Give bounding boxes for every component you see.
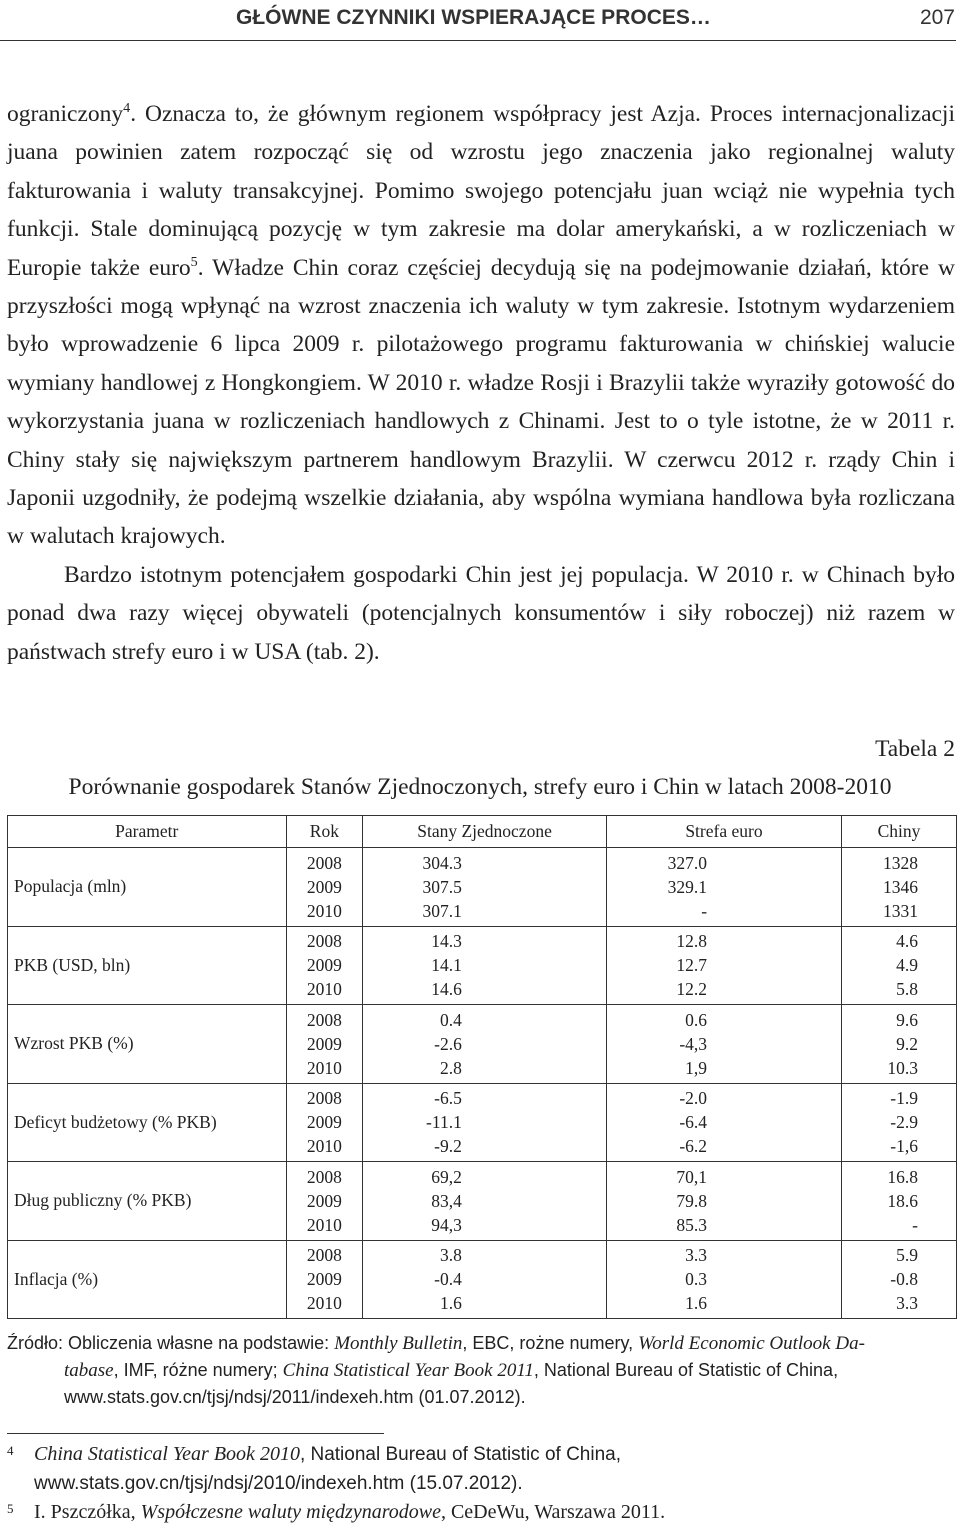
cell-value: 1331 [883, 900, 918, 921]
cell-value: 2010 [306, 900, 342, 921]
footnote-4-text: , National Bureau of Statistic of China, www.stats.gov.cn/tjsj/ndsj/2010/indexeh.htm (15.07.2012). [34, 1444, 621, 1494]
cell-value: 1.6 [685, 1293, 708, 1314]
cell-value: 4.9 [896, 955, 918, 976]
cell-value: -1,6 [890, 1136, 918, 1157]
footnote-5-author: I. Pszczółka, [34, 1501, 141, 1523]
cell-value: 10.3 [887, 1057, 918, 1078]
cell-value: -2.0 [679, 1088, 708, 1109]
footnote-5-text: , CeDeWu, Warszawa 2011. [440, 1501, 666, 1523]
cell-value: 3.3 [685, 1245, 708, 1266]
cell-value: -0.4 [434, 1269, 462, 1290]
cell-value: 4.6 [896, 931, 918, 952]
header-param: Parametr [8, 816, 287, 848]
cell-cn [842, 1083, 957, 1162]
cell-value: 18.6 [887, 1190, 918, 1211]
page-number: 207 [919, 6, 955, 29]
cell-value: 2.8 [439, 1057, 462, 1078]
cell-param: Deficyt budżetowy (% PKB) [8, 1083, 287, 1162]
source-text-4: , National Bureau of Statistic of China, [533, 1360, 839, 1380]
source-italic-1: Monthly Bulletin [334, 1333, 463, 1354]
cell-eu [606, 926, 841, 1005]
header-eu: Strefa euro [606, 816, 841, 848]
cell-us [363, 848, 607, 927]
cell-years [286, 1240, 363, 1319]
cell-value: 327.0 [667, 852, 708, 873]
cell-cn [842, 848, 957, 927]
cell-cn [842, 926, 957, 1005]
cell-value: 94,3 [431, 1214, 462, 1235]
cell-us [363, 1240, 607, 1319]
cell-value: 69,2 [431, 1166, 462, 1187]
cell-value: 2009 [306, 876, 342, 897]
cell-value: 2008 [306, 852, 342, 873]
cell-value: - [912, 1214, 918, 1235]
cell-years [286, 1162, 363, 1241]
table-row [8, 848, 957, 927]
cell-value: 70,1 [676, 1166, 708, 1187]
source-italic-3: China Statistical Year Book 2011 [282, 1360, 534, 1381]
cell-value: 0.6 [685, 1009, 708, 1030]
cell-param: Wzrost PKB (%) [8, 1005, 287, 1084]
cell-eu [606, 848, 841, 927]
cell-value: -2.9 [890, 1112, 918, 1133]
cell-value: -9.2 [434, 1136, 462, 1157]
cell-value: 2009 [306, 1190, 342, 1211]
cell-value: 3.3 [896, 1293, 918, 1314]
running-header-title: GŁÓWNE CZYNNIKI WSPIERAJĄCE PROCES… [236, 6, 711, 29]
cell-value: -4,3 [679, 1033, 708, 1054]
cell-value: 2010 [306, 1057, 342, 1078]
cell-years [286, 1005, 363, 1084]
cell-us [363, 926, 607, 1005]
cell-value: 329.1 [667, 876, 708, 897]
cell-cn [842, 1240, 957, 1319]
cell-value: 2008 [306, 931, 342, 952]
cell-value: 1,9 [685, 1057, 708, 1078]
cell-value: 2009 [306, 955, 342, 976]
cell-value: -2.6 [434, 1033, 462, 1054]
cell-param: Populacja (mln) [8, 848, 287, 927]
table-label: Tabela 2 [875, 736, 955, 762]
cell-value: 2008 [306, 1009, 342, 1030]
table-row [8, 1162, 957, 1241]
cell-us [363, 1162, 607, 1241]
cell-value: 3.8 [439, 1245, 462, 1266]
footnote-5-title: Współczesne waluty międzynarodowe [140, 1501, 441, 1523]
table-header-row [8, 816, 957, 848]
source-italic-2b: tabase [64, 1360, 114, 1381]
cell-value: 14.3 [431, 931, 462, 952]
cell-value: 12.8 [676, 931, 708, 952]
cell-value: 14.1 [431, 955, 462, 976]
cell-value: 307.5 [422, 876, 462, 897]
cell-value: - [701, 900, 708, 921]
table-caption: Porównanie gospodarek Stanów Zjednoczonych, strefy euro i Chin w latach 2008-2010 [68, 774, 892, 800]
paragraph-2: Bardzo istotnym potencjałem gospodarki Chin jest jej populacja. W 2010 r. w Chinach było ponad dwa razy więcej obywateli (potencjalnych konsumentów i siły roboczej) niż razem w państwach strefy euro i w USA (tab. 2). [7, 561, 955, 665]
running-header [0, 2, 955, 36]
footnote-rule [7, 1433, 384, 1434]
paragraph-1 [7, 95, 955, 556]
source-text-2: , EBC, rożne numery, [462, 1333, 639, 1353]
cell-value: 2010 [306, 979, 342, 1000]
cell-value: 1.6 [439, 1293, 462, 1314]
source-italic-2a: World Economic Outlook Da- [638, 1333, 865, 1354]
header-year: Rok [286, 816, 363, 848]
source-text-1: Źródło: Obliczenia własne na podstawie: [7, 1333, 335, 1353]
cell-value: 1328 [883, 852, 918, 873]
cell-years [286, 926, 363, 1005]
footnote-ref-5[interactable]: 5 [190, 253, 198, 270]
cell-value: 5.8 [896, 979, 918, 1000]
cell-eu [606, 1240, 841, 1319]
cell-value: 79.8 [676, 1190, 708, 1211]
footnote-4 [7, 1440, 955, 1498]
cell-value: 1346 [883, 876, 918, 897]
cell-value: 0.4 [439, 1009, 462, 1030]
cell-years [286, 848, 363, 927]
cell-value: -6.5 [434, 1088, 462, 1109]
footnote-5 [7, 1498, 955, 1526]
cell-value: -11.1 [426, 1112, 462, 1133]
cell-value: 2010 [306, 1214, 342, 1235]
paragraph-1-part-2: . Oznacza to, że głównym regionem współpracy jest Azja. Proces internacjonalizacji juana powinien zatem rozpocząć się od wzrostu jego znaczenia jako regionalnej waluty fakturowania i waluty transakcyjnej. Pomimo swojego potencjału juan wciąż nie wypełnia tych funkcji. Stale dominującą pozycję w tym zakresie ma dolar amerykański, a w rozliczeniach w Europie także euro [7, 101, 955, 281]
cell-value: -6.2 [679, 1136, 708, 1157]
footnote-4-title: China Statistical Year Book 2010 [34, 1443, 300, 1465]
cell-years [286, 1083, 363, 1162]
header-rule [0, 40, 956, 41]
cell-value: 14.6 [431, 979, 462, 1000]
cell-value: 9.2 [896, 1033, 918, 1054]
cell-param: Dług publiczny (% PKB) [8, 1162, 287, 1241]
cell-value: 307.1 [422, 900, 462, 921]
cell-value: 83,4 [431, 1190, 462, 1211]
header-cn: Chiny [842, 816, 957, 848]
paragraph-1-part-1: ograniczony [7, 101, 124, 127]
table-row [8, 1005, 957, 1084]
table-source [7, 1330, 955, 1411]
body-text [7, 95, 955, 671]
cell-eu [606, 1083, 841, 1162]
cell-value: 2008 [306, 1245, 342, 1266]
cell-value: 0.3 [685, 1269, 708, 1290]
cell-value: 12.2 [676, 979, 708, 1000]
footnote-ref-4[interactable]: 4 [123, 100, 131, 117]
cell-param: Inflacja (%) [8, 1240, 287, 1319]
footnote-number: 4 [7, 1443, 14, 1458]
cell-us [363, 1083, 607, 1162]
cell-value: 2008 [306, 1088, 342, 1109]
cell-value: 16.8 [887, 1166, 918, 1187]
cell-value: 85.3 [676, 1214, 708, 1235]
cell-value: 5.9 [896, 1245, 918, 1266]
footnote-number: 5 [7, 1501, 14, 1516]
table-row [8, 926, 957, 1005]
cell-value: 2010 [306, 1293, 342, 1314]
paragraph-1-part-3: . Władze Chin coraz częściej decydują się na podejmowanie działań, które w przyszłości mogą wpłynąć na wzrost znaczenia ich waluty w tym zakresie. Istotnym wydarzeniem było wprowadzenie 6 lipca 2009 r. pilotażowego programu fakturowania w chińskiej walucie wymiany handlowej z Hongkongiem. W 2010 r. władze Rosji i Brazylii także wyraziły gotowość do wykorzystania juana w rozliczeniach handlowych z Chinami. Jest to o tyle istotne, że w 2011 r. Chiny stały się największym partnerem handlowym Brazylii. W czerwcu 2012 r. rządy Chin i Japonii uzgodniły, że podejmą wszelkie działania, aby wspólna wymiana handlowa była rozliczana w walutach krajowych. [7, 254, 956, 550]
table-row [8, 1240, 957, 1319]
source-text-3: , IMF, różne numery; [113, 1360, 283, 1380]
comparison-table [7, 815, 957, 1319]
cell-value: -0.8 [890, 1269, 918, 1290]
cell-value: 304.3 [422, 852, 462, 873]
source-url[interactable]: www.stats.gov.cn/tjsj/ndsj/2011/indexeh.htm (01.07.2012). [64, 1387, 526, 1407]
cell-value: -6.4 [679, 1112, 708, 1133]
cell-value: 2009 [306, 1269, 342, 1290]
cell-eu [606, 1005, 841, 1084]
cell-value: 2009 [306, 1033, 342, 1054]
cell-cn [842, 1162, 957, 1241]
cell-eu [606, 1162, 841, 1241]
cell-cn [842, 1005, 957, 1084]
header-us: Stany Zjednoczone [363, 816, 607, 848]
cell-value: 2010 [306, 1136, 342, 1157]
footnotes [7, 1440, 955, 1526]
cell-value: 12.7 [676, 955, 708, 976]
cell-value: 2009 [306, 1112, 342, 1133]
table-row [8, 1083, 957, 1162]
cell-param: PKB (USD, bln) [8, 926, 287, 1005]
cell-value: 9.6 [896, 1009, 918, 1030]
cell-us [363, 1005, 607, 1084]
cell-value: 2008 [306, 1166, 342, 1187]
cell-value: -1.9 [890, 1088, 918, 1109]
